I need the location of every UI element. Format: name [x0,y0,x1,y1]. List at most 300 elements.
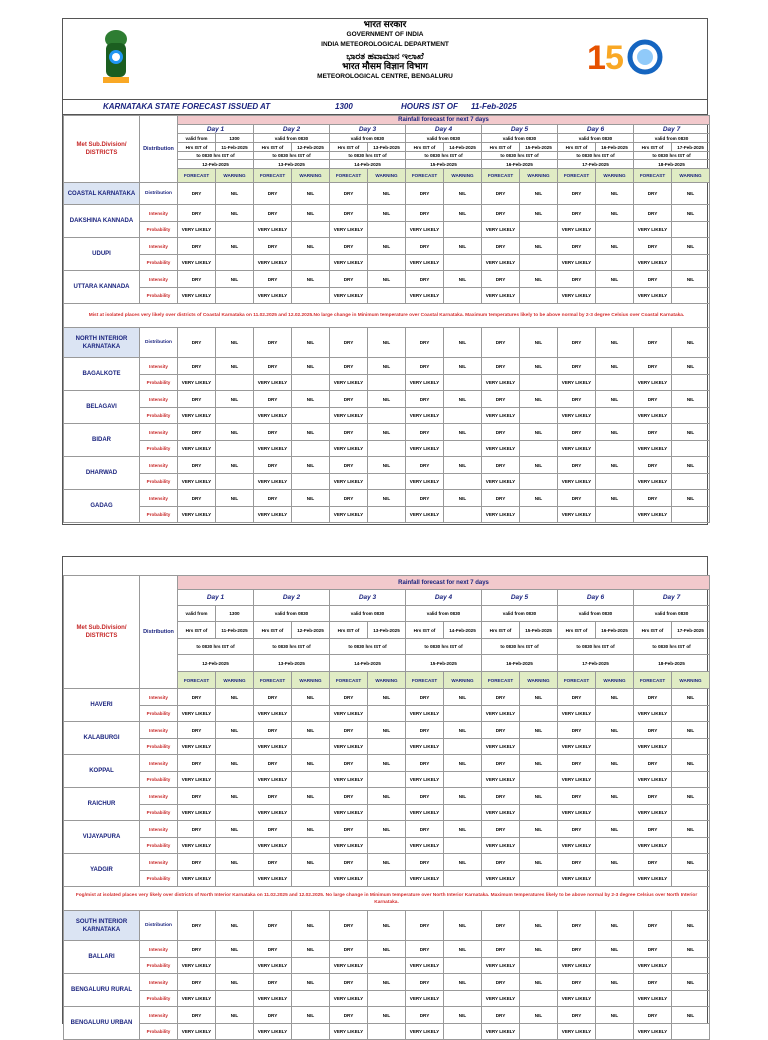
probability-blank [292,991,330,1007]
forecast-value: DRY [558,328,596,358]
probability-blank [672,772,710,788]
probability-value: VERY LIKELY [482,255,520,271]
forecast-column-header: FORECAST [406,169,444,183]
probability-blank [672,991,710,1007]
probability-blank [672,805,710,821]
probability-value: VERY LIKELY [330,222,368,238]
intensity-forecast-value: DRY [634,391,672,408]
intensity-warning-value: NIL [596,941,634,958]
valid-to-text: to 0830 hrs IST of [634,639,710,655]
intensity-warning-value: NIL [368,238,406,255]
probability-blank [520,991,558,1007]
subdivision-name: COASTAL KARNATAKA [64,183,140,205]
probability-value: VERY LIKELY [634,474,672,490]
valid-from-date: 15-Feb-2025 [520,143,558,152]
forecast-table-2 [63,575,710,1040]
intensity-warning-value: NIL [672,205,710,222]
probability-blank [672,222,710,238]
probability-blank [444,255,482,271]
probability-blank [596,871,634,887]
valid-to-text: to 0830 hrs IST of [558,152,634,160]
probability-blank [444,706,482,722]
probability-value: VERY LIKELY [634,871,672,887]
valid-from-date: 11-Feb-2025 [216,143,254,152]
intensity-forecast-value: DRY [406,821,444,838]
intensity-warning-value: NIL [520,205,558,222]
probability-value: VERY LIKELY [634,288,672,304]
intensity-warning-value: NIL [368,821,406,838]
probability-value: VERY LIKELY [254,441,292,457]
valid-from-date: 17-Feb-2025 [672,622,710,639]
intensity-warning-value: NIL [368,271,406,288]
probability-blank [216,805,254,821]
probability-value: VERY LIKELY [482,507,520,523]
probability-blank [292,838,330,854]
probability-label: Probability [140,991,178,1007]
probability-blank [596,739,634,755]
intensity-forecast-value: DRY [330,722,368,739]
intensity-forecast-value: DRY [482,424,520,441]
intensity-warning-value: NIL [292,974,330,991]
distribution-label: Distribution [140,911,178,941]
intensity-forecast-value: DRY [482,689,520,706]
intensity-forecast-value: DRY [254,821,292,838]
probability-blank [596,838,634,854]
probability-value: VERY LIKELY [254,222,292,238]
intensity-warning-value: NIL [596,854,634,871]
district-intensity-row [64,689,710,706]
intensity-warning-value: NIL [672,424,710,441]
intensity-warning-value: NIL [520,974,558,991]
intensity-forecast-value: DRY [634,358,672,375]
probability-value: VERY LIKELY [178,772,216,788]
intensity-label: Intensity [140,854,178,871]
forecast-value: DRY [330,183,368,205]
valid-to-text: to 0830 hrs IST of [254,152,330,160]
valid-from-date: 16-Feb-2025 [596,143,634,152]
probability-value: VERY LIKELY [406,958,444,974]
hrs-ist-text: Hrs IST of [330,622,368,639]
probability-value: VERY LIKELY [406,706,444,722]
forecast-value: DRY [330,911,368,941]
valid-from-date: 17-Feb-2025 [672,143,710,152]
district-intensity-row [64,722,710,739]
warning-column-header: WARNING [216,672,254,689]
intensity-warning-value: NIL [520,689,558,706]
probability-value: VERY LIKELY [482,838,520,854]
intensity-forecast-value: DRY [178,722,216,739]
valid-to-text: to 0830 hrs IST of [482,152,558,160]
probability-value: VERY LIKELY [178,958,216,974]
intensity-forecast-value: DRY [254,271,292,288]
probability-blank [672,408,710,424]
intensity-forecast-value: DRY [558,854,596,871]
probability-blank [672,871,710,887]
intensity-forecast-value: DRY [406,238,444,255]
intensity-warning-value: NIL [216,424,254,441]
intensity-warning-value: NIL [596,271,634,288]
probability-blank [216,706,254,722]
probability-value: VERY LIKELY [558,805,596,821]
forecast-column-header: FORECAST [558,672,596,689]
intensity-label: Intensity [140,821,178,838]
forecast-value: DRY [482,183,520,205]
probability-value: VERY LIKELY [634,408,672,424]
probability-blank [368,375,406,391]
intensity-warning-value: NIL [216,358,254,375]
intensity-warning-value: NIL [368,424,406,441]
intensity-warning-value: NIL [596,391,634,408]
probability-blank [444,739,482,755]
probability-blank [672,1024,710,1040]
probability-value: VERY LIKELY [558,474,596,490]
district-intensity-row [64,854,710,871]
district-name: GADAG [64,490,140,523]
valid-from-text: valid from 0830 [482,606,558,622]
intensity-forecast-value: DRY [178,1007,216,1024]
intensity-warning-value: NIL [216,974,254,991]
probability-blank [292,507,330,523]
intensity-forecast-value: DRY [482,788,520,805]
rainfall-forecast-header: Rainfall forecast for next 7 days [178,116,710,125]
probability-blank [520,375,558,391]
intensity-warning-value: NIL [216,788,254,805]
probability-blank [444,958,482,974]
probability-blank [216,871,254,887]
intensity-forecast-value: DRY [634,941,672,958]
warning-value: NIL [444,183,482,205]
probability-value: VERY LIKELY [330,772,368,788]
probability-value: VERY LIKELY [482,1024,520,1040]
valid-from-date: 14-Feb-2025 [444,143,482,152]
probability-value: VERY LIKELY [254,871,292,887]
intensity-warning-value: NIL [292,271,330,288]
intensity-forecast-value: DRY [634,755,672,772]
intensity-warning-value: NIL [368,722,406,739]
intensity-forecast-value: DRY [634,1007,672,1024]
intensity-warning-value: NIL [596,974,634,991]
probability-blank [444,408,482,424]
day-label: Day 3 [330,590,406,606]
warning-column-header: WARNING [672,169,710,183]
probability-blank [368,1024,406,1040]
subdivision-row [64,328,710,358]
intensity-warning-value: NIL [596,358,634,375]
probability-label: Probability [140,739,178,755]
probability-value: VERY LIKELY [482,375,520,391]
issued-hours: HOURS IST OF [401,102,458,111]
intensity-forecast-value: DRY [406,205,444,222]
probability-blank [292,1024,330,1040]
intensity-forecast-value: DRY [406,358,444,375]
intensity-label: Intensity [140,490,178,507]
probability-value: VERY LIKELY [178,222,216,238]
probability-value: VERY LIKELY [254,1024,292,1040]
hrs-ist-text: Hrs IST of [634,622,672,639]
valid-to-text: to 0830 hrs IST of [178,639,254,655]
district-name: HAVERI [64,689,140,722]
probability-value: VERY LIKELY [482,772,520,788]
probability-blank [520,288,558,304]
probability-value: VERY LIKELY [330,408,368,424]
valid-from-date: 14-Feb-2025 [444,622,482,639]
intensity-forecast-value: DRY [330,1007,368,1024]
valid-from-text: valid from 0830 [330,606,406,622]
probability-blank [292,871,330,887]
intensity-warning-value: NIL [216,391,254,408]
probability-blank [216,255,254,271]
day-label: Day 1 [178,125,254,134]
intensity-warning-value: NIL [672,755,710,772]
probability-blank [216,474,254,490]
district-intensity-row [64,788,710,805]
probability-value: VERY LIKELY [178,408,216,424]
probability-blank [444,507,482,523]
forecast-value: DRY [254,328,292,358]
intensity-label: Intensity [140,358,178,375]
probability-value: VERY LIKELY [634,706,672,722]
probability-blank [520,706,558,722]
intensity-forecast-value: DRY [330,424,368,441]
svg-text:1: 1 [587,39,606,77]
intensity-warning-value: NIL [672,1007,710,1024]
intensity-warning-value: NIL [216,490,254,507]
probability-blank [596,408,634,424]
probability-value: VERY LIKELY [178,288,216,304]
intensity-warning-value: NIL [672,689,710,706]
probability-blank [520,772,558,788]
intensity-forecast-value: DRY [634,974,672,991]
intensity-forecast-value: DRY [406,424,444,441]
intensity-warning-value: NIL [520,1007,558,1024]
probability-blank [596,772,634,788]
intensity-warning-value: NIL [216,755,254,772]
intensity-warning-value: NIL [444,854,482,871]
intensity-warning-value: NIL [444,238,482,255]
intensity-forecast-value: DRY [178,238,216,255]
district-probability-row [64,288,710,304]
probability-label: Probability [140,507,178,523]
district-intensity-row [64,424,710,441]
intensity-warning-value: NIL [520,271,558,288]
probability-label: Probability [140,958,178,974]
district-intensity-row [64,974,710,991]
probability-value: VERY LIKELY [406,441,444,457]
intensity-forecast-value: DRY [178,788,216,805]
imd-150-years-logo-icon [585,33,665,79]
page-header [63,19,707,99]
intensity-warning-value: NIL [444,358,482,375]
intensity-warning-value: NIL [520,788,558,805]
probability-label: Probability [140,288,178,304]
intensity-forecast-value: DRY [482,391,520,408]
issued-date: 11-Feb-2025 [471,102,517,111]
probability-value: VERY LIKELY [406,255,444,271]
district-probability-row [64,474,710,490]
intensity-forecast-value: DRY [406,689,444,706]
probability-value: VERY LIKELY [406,991,444,1007]
intensity-forecast-value: DRY [482,238,520,255]
issued-bar [63,99,707,115]
intensity-warning-value: NIL [216,205,254,222]
district-probability-row [64,1024,710,1040]
valid-from-text: valid from [178,134,216,143]
intensity-forecast-value: DRY [330,854,368,871]
probability-value: VERY LIKELY [634,838,672,854]
warning-value: NIL [292,183,330,205]
intensity-warning-value: NIL [368,755,406,772]
intensity-forecast-value: DRY [406,788,444,805]
intensity-label: Intensity [140,722,178,739]
intensity-label: Intensity [140,974,178,991]
probability-label: Probability [140,871,178,887]
probability-value: VERY LIKELY [330,871,368,887]
probability-value: VERY LIKELY [330,288,368,304]
day-label: Day 7 [634,125,710,134]
intensity-forecast-value: DRY [330,271,368,288]
hindi-dept-title: भारत मौसम विज्ञान विभाग [342,61,428,71]
distribution-header: Distribution [140,576,178,689]
intensity-warning-value: NIL [292,941,330,958]
probability-value: VERY LIKELY [558,1024,596,1040]
probability-label: Probability [140,222,178,238]
intensity-forecast-value: DRY [558,1007,596,1024]
centre-title: METEOROLOGICAL CENTRE, BENGALURU [317,72,453,80]
intensity-forecast-value: DRY [482,490,520,507]
intensity-warning-value: NIL [520,238,558,255]
hrs-ist-text: Hrs IST of [634,143,672,152]
valid-to-text: to 0830 hrs IST of [406,639,482,655]
probability-value: VERY LIKELY [178,739,216,755]
probability-value: VERY LIKELY [558,222,596,238]
district-probability-row [64,805,710,821]
probability-blank [292,958,330,974]
forecast-value: DRY [558,183,596,205]
hrs-ist-text: Hrs IST of [330,143,368,152]
probability-label: Probability [140,838,178,854]
probability-blank [520,838,558,854]
intensity-warning-value: NIL [292,854,330,871]
intensity-forecast-value: DRY [254,722,292,739]
probability-blank [596,991,634,1007]
intensity-warning-value: NIL [444,490,482,507]
valid-to-text: to 0830 hrs IST of [482,639,558,655]
subdivision-name: SOUTH INTERIOR KARNATAKA [64,911,140,941]
warning-value: NIL [520,183,558,205]
intensity-warning-value: NIL [672,722,710,739]
intensity-forecast-value: DRY [558,490,596,507]
intensity-forecast-value: DRY [178,358,216,375]
day-label: Day 6 [558,125,634,134]
intensity-forecast-value: DRY [558,941,596,958]
forecast-value: DRY [178,183,216,205]
probability-blank [520,474,558,490]
intensity-forecast-value: DRY [406,1007,444,1024]
probability-blank [368,706,406,722]
forecast-column-header: FORECAST [482,169,520,183]
intensity-forecast-value: DRY [254,1007,292,1024]
probability-value: VERY LIKELY [330,805,368,821]
intensity-warning-value: NIL [444,941,482,958]
probability-value: VERY LIKELY [178,838,216,854]
intensity-forecast-value: DRY [330,974,368,991]
valid-to-text: to 0830 hrs IST of [406,152,482,160]
probability-value: VERY LIKELY [178,991,216,1007]
probability-blank [368,838,406,854]
intensity-forecast-value: DRY [558,205,596,222]
warning-value: NIL [672,183,710,205]
hrs-ist-text: Hrs IST of [178,143,216,152]
intensity-forecast-value: DRY [634,854,672,871]
forecast-value: DRY [406,911,444,941]
probability-blank [216,222,254,238]
probability-blank [216,507,254,523]
valid-to-date: 12-Feb-2025 [178,160,254,169]
hindi-govt-title: भारत सरकार [363,19,407,29]
district-name: BELAGAVI [64,391,140,424]
intensity-warning-value: NIL [672,941,710,958]
probability-blank [368,288,406,304]
probability-blank [444,474,482,490]
district-name: BIDAR [64,424,140,457]
intensity-label: Intensity [140,238,178,255]
forecast-column-header: FORECAST [406,672,444,689]
issued-title: KARNATAKA STATE FORECAST ISSUED AT [103,102,271,111]
valid-from-date: 13-Feb-2025 [368,143,406,152]
intensity-warning-value: NIL [292,205,330,222]
intensity-forecast-value: DRY [330,689,368,706]
intensity-forecast-value: DRY [254,238,292,255]
day-label: Day 6 [558,590,634,606]
probability-blank [292,408,330,424]
intensity-forecast-value: DRY [406,271,444,288]
intensity-forecast-value: DRY [558,358,596,375]
valid-from-time: 1300 [216,606,254,622]
intensity-forecast-value: DRY [254,974,292,991]
probability-blank [444,1024,482,1040]
intensity-warning-value: NIL [444,974,482,991]
issued-time: 1300 [335,102,353,111]
intensity-forecast-value: DRY [558,271,596,288]
note-row [64,304,710,328]
probability-blank [596,288,634,304]
probability-blank [444,871,482,887]
valid-to-date: 17-Feb-2025 [558,655,634,672]
intensity-warning-value: NIL [292,689,330,706]
intensity-warning-value: NIL [292,457,330,474]
probability-blank [520,958,558,974]
forecast-column-header: FORECAST [634,672,672,689]
forecast-column-header: FORECAST [254,672,292,689]
district-probability-row [64,375,710,391]
probability-blank [368,255,406,271]
valid-from-date: 12-Feb-2025 [292,143,330,152]
intensity-warning-value: NIL [596,424,634,441]
probability-blank [596,507,634,523]
warning-value: NIL [216,911,254,941]
intensity-forecast-value: DRY [330,238,368,255]
intensity-warning-value: NIL [672,788,710,805]
intensity-warning-value: NIL [368,941,406,958]
warning-column-header: WARNING [292,672,330,689]
intensity-warning-value: NIL [596,788,634,805]
intensity-forecast-value: DRY [178,941,216,958]
dept-title: INDIA METEOROLOGICAL DEPARTMENT [321,41,449,48]
probability-label: Probability [140,706,178,722]
valid-from-text: valid from 0830 [406,134,482,143]
probability-value: VERY LIKELY [330,991,368,1007]
warning-value: NIL [596,183,634,205]
